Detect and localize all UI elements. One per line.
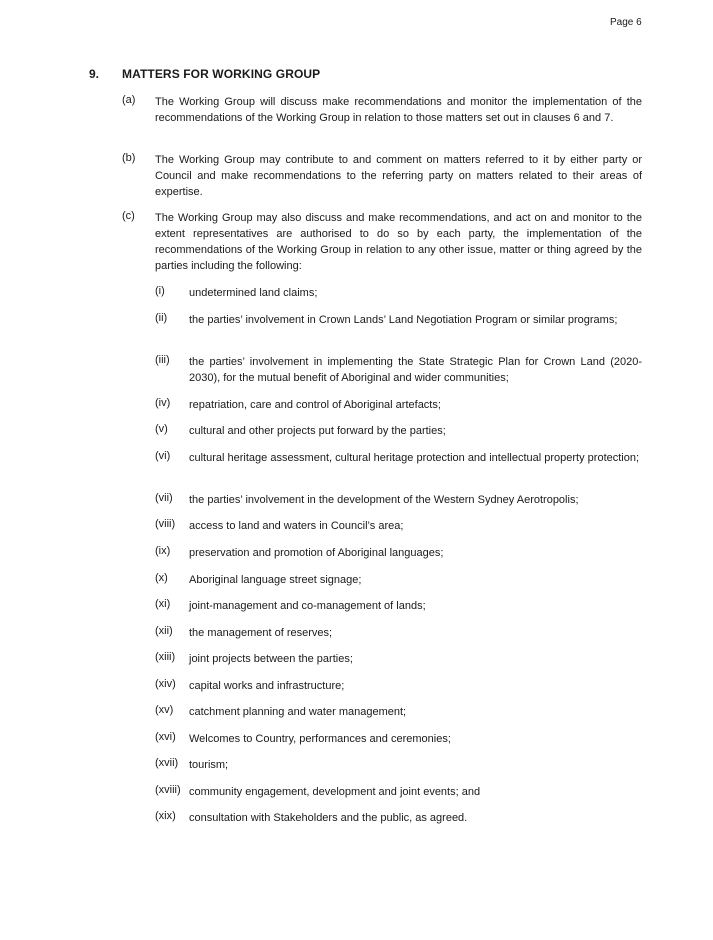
- item-text: the parties’ involvement in the development of the Western Sydney Aerotropolis;: [189, 494, 579, 506]
- item-label: (xi): [155, 598, 171, 610]
- item-text: undetermined land claims;: [189, 287, 318, 299]
- item-text: access to land and waters in Council’s area;: [189, 520, 404, 532]
- item-text: the management of reserves;: [189, 627, 333, 639]
- item-label: (xiii): [155, 651, 176, 663]
- item-text: repatriation, care and control of Aboriginal artefacts;: [189, 399, 441, 411]
- item-label: (i): [155, 285, 165, 297]
- item-text: capital works and infrastructure;: [189, 680, 345, 692]
- item-label: (x): [155, 572, 168, 584]
- item-text: the parties’ involvement in implementing the State Strategic Plan for Crown Land (2020-2030), for the mutual benefit of Aboriginal and wider communities;: [189, 356, 642, 384]
- item-text: cultural heritage assessment, cultural heritage protection and intellectual property protection;: [189, 452, 640, 464]
- clause-c-label: (c): [122, 210, 135, 222]
- item-text: preservation and promotion of Aboriginal languages;: [189, 547, 444, 559]
- clause-a-label: (a): [122, 94, 136, 106]
- item-label: (ii): [155, 312, 168, 324]
- item-label: (xvi): [155, 731, 176, 743]
- item-label: (xvii): [155, 757, 179, 769]
- item-text: Welcomes to Country, performances and ceremonies;: [189, 733, 451, 745]
- item-label: (viii): [155, 518, 176, 530]
- item-label: (iv): [155, 397, 171, 409]
- item-text: community engagement, development and joint events; and: [189, 786, 481, 798]
- item-text: Aboriginal language street signage;: [189, 574, 362, 586]
- clause-c-text: The Working Group may also discuss and make recommendations, and act on and monitor to the extent representatives are authorised to do so by each party, the implementation of the recommendations of the Working Group in relation to any other issue, matter or thing agreed by the parties including the following:: [155, 212, 642, 272]
- clause-a-text: The Working Group will discuss make recommendations and monitor the implementation of the recommendations of the Working Group in relation to those matters set out in clauses 6 and 7.: [155, 96, 642, 124]
- clause-b-label: (b): [122, 152, 136, 164]
- item-text: consultation with Stakeholders and the public, as agreed.: [189, 812, 468, 824]
- item-label: (xii): [155, 625, 173, 637]
- section-number: 9.: [89, 67, 100, 81]
- item-text: tourism;: [189, 759, 229, 771]
- item-label: (xix): [155, 810, 176, 822]
- item-label: (ix): [155, 545, 171, 557]
- item-label: (xv): [155, 704, 174, 716]
- item-label: (vi): [155, 450, 171, 462]
- item-text: the parties’ involvement in Crown Lands’ Land Negotiation Program or similar programs;: [189, 314, 618, 326]
- item-text: catchment planning and water management;: [189, 706, 407, 718]
- item-label: (vii): [155, 492, 173, 504]
- item-label: (v): [155, 423, 168, 435]
- clause-b-text: The Working Group may contribute to and comment on matters referred to it by either party or Council and make recommendations to the referring party on matters related to their areas of expertise.: [155, 154, 642, 198]
- item-label: (xviii): [155, 784, 181, 796]
- section-title: MATTERS FOR WORKING GROUP: [122, 67, 321, 81]
- item-label: (xiv): [155, 678, 176, 690]
- item-text: joint projects between the parties;: [189, 653, 353, 665]
- page-number: Page 6: [610, 17, 642, 28]
- item-text: joint-management and co-management of lands;: [189, 600, 426, 612]
- item-text: cultural and other projects put forward by the parties;: [189, 425, 446, 437]
- item-label: (iii): [155, 354, 170, 366]
